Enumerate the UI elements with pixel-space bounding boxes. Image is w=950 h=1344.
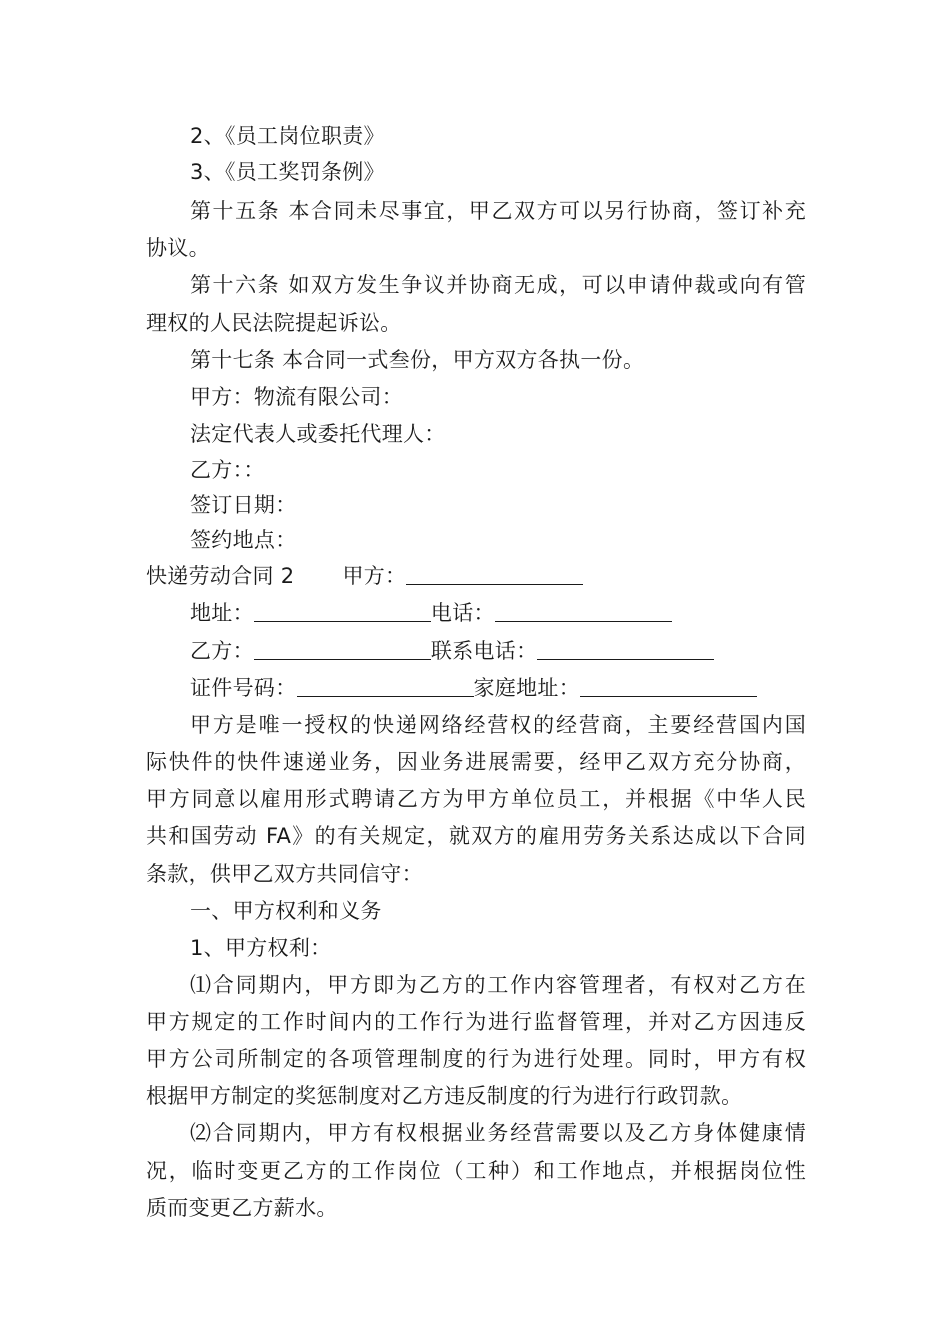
article-17: 第十七条 本合同一式叁份，甲方双方各执一份。 bbox=[190, 348, 645, 372]
party-a-rights-heading: 1、甲方权利： bbox=[190, 936, 332, 960]
right-1-line-3: 甲方公司所制定的各项管理制度的行为进行处理。同时，甲方有权 bbox=[146, 1047, 806, 1071]
home-address-label: 家庭地址： bbox=[473, 676, 580, 700]
contact-phone-blank[interactable] bbox=[537, 635, 714, 660]
party-a-blank[interactable] bbox=[406, 560, 583, 585]
party-b-signature: 乙方：： bbox=[190, 458, 265, 482]
legal-representative: 法定代表人或委托代理人： bbox=[190, 422, 446, 446]
article-15-line-2: 协议。 bbox=[146, 236, 210, 260]
article-16-line-1: 第十六条 如双方发生争议并协商无成，可以申请仲裁或向有管 bbox=[190, 273, 806, 297]
appendix-item-3: 3、《员工奖罚条例》 bbox=[190, 160, 385, 184]
contact-phone-label: 联系电话： bbox=[430, 639, 538, 663]
intro-line-4: 共和国劳动 FA》的有关规定，就双方的雇用劳务关系达成以下合同 bbox=[146, 824, 806, 848]
address-label: 地址： bbox=[190, 601, 254, 625]
phone-label: 电话： bbox=[430, 601, 495, 625]
right-1-line-1: ⑴合同期内，甲方即为乙方的工作内容管理者，有权对乙方在 bbox=[190, 973, 806, 997]
id-number-label: 证件号码： bbox=[190, 676, 297, 700]
id-address-line bbox=[190, 670, 806, 706]
party-a-label: 甲方： bbox=[342, 564, 407, 588]
party-b-contact-line bbox=[190, 633, 806, 669]
address-phone-line bbox=[190, 595, 806, 631]
appendix-item-2: 2、《员工岗位职责》 bbox=[190, 124, 385, 148]
party-a-signature: 甲方：物流有限公司： bbox=[190, 385, 403, 409]
party-b-blank[interactable] bbox=[254, 635, 431, 660]
address-blank[interactable] bbox=[254, 597, 431, 622]
signing-place: 签约地点： bbox=[190, 528, 297, 552]
right-2-line-3: 质而变更乙方薪水。 bbox=[146, 1196, 338, 1220]
right-2-line-2: 况，临时变更乙方的工作岗位（工种）和工作地点，并根据岗位性 bbox=[146, 1159, 806, 1183]
right-1-line-2: 甲方规定的工作时间内的工作行为进行监督管理，并对乙方因违反 bbox=[146, 1010, 806, 1034]
article-15-line-1: 第十五条 本合同未尽事宜，甲乙双方可以另行协商，签订补充 bbox=[190, 199, 806, 223]
right-1-line-4: 根据甲方制定的奖惩制度对乙方违反制度的行为进行行政罚款。 bbox=[146, 1084, 743, 1108]
right-2-line-1: ⑵合同期内，甲方有权根据业务经营需要以及乙方身体健康情 bbox=[190, 1121, 806, 1145]
signing-date: 签订日期： bbox=[190, 493, 297, 517]
contract-2-header-line bbox=[146, 558, 806, 594]
intro-line-1: 甲方是唯一授权的快递网络经营权的经营商，主要经营国内国 bbox=[190, 713, 806, 737]
contract-2-title: 快递劳动合同 2 bbox=[146, 564, 295, 588]
intro-line-5: 条款，供甲乙双方共同信守： bbox=[146, 862, 423, 886]
home-address-blank[interactable] bbox=[580, 672, 757, 697]
section-1-heading: 一、甲方权利和义务 bbox=[190, 899, 382, 923]
party-b-label: 乙方： bbox=[190, 639, 254, 663]
intro-line-2: 际快件的快件速递业务，因业务进展需要，经甲乙双方充分协商， bbox=[146, 750, 806, 774]
id-number-blank[interactable] bbox=[297, 672, 474, 697]
phone-blank[interactable] bbox=[495, 597, 672, 622]
article-16-line-2: 理权的人民法院提起诉讼。 bbox=[146, 311, 402, 335]
intro-line-3: 甲方同意以雇用形式聘请乙方为甲方单位员工，并根据《中华人民 bbox=[146, 787, 806, 811]
